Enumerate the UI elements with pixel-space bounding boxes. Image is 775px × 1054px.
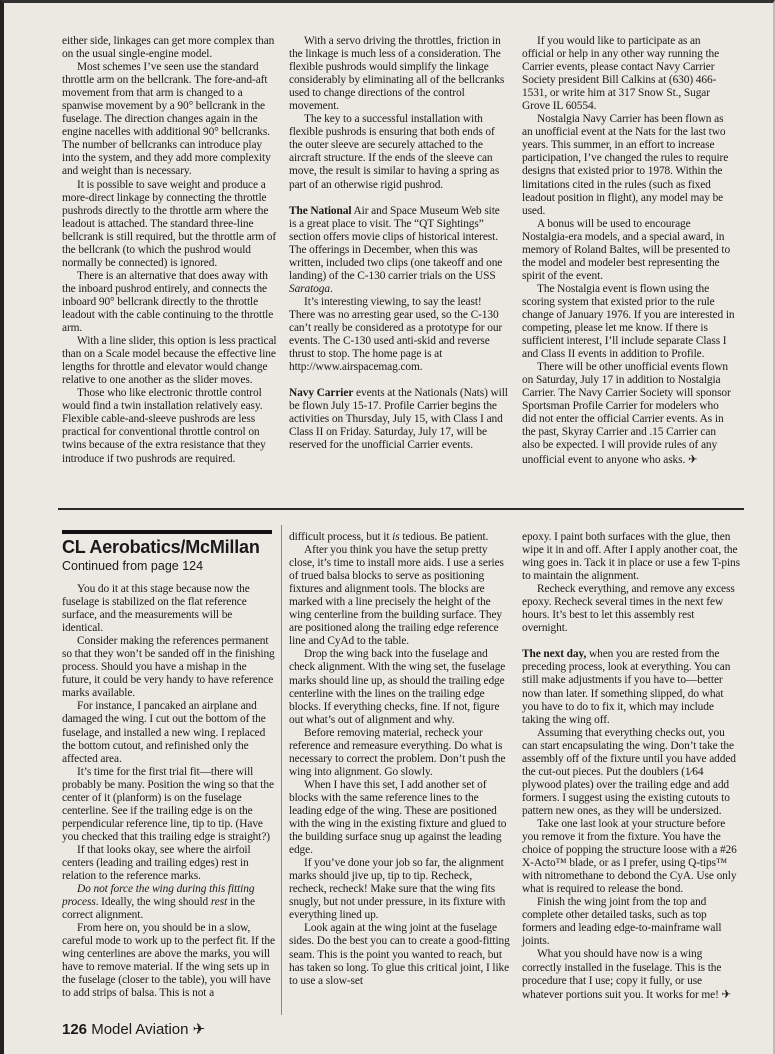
paragraph: Nostalgia Navy Carrier has been flown as an unofficial event at the Nats for the last two years. This summer, in an effort to increase participation, I’ve changed the rules to require designs that existed prior to 1978. Within the limitations cited in the rules (such as fixed leadout position in flight), any model may be used. [522, 113, 729, 217]
text-run: There will be other unofficial events flown on Saturday, July 17 in addition to Nostalgia Carrier. The Navy Carrier Society will sponsor Sportsman Profile Carrier for modelers who did not enter the official Carrier events. As in the past, Skyray Carrier and .15 Carrier can also be expected. I will provide rules of any unofficial event to anyone who asks. [522, 361, 731, 466]
text-run: tedious. Be patient. [399, 531, 489, 543]
top-column-1 [62, 35, 277, 466]
emphasis: Do not force the wing during this fitting process [62, 883, 255, 909]
emphasis: rest [210, 896, 228, 909]
magazine-name: Model Aviation [91, 1021, 189, 1038]
section-header [62, 530, 272, 573]
emphasis: is [392, 531, 400, 543]
paragraph: It’s interesting viewing, to say the least! There was no arresting gear used, so the C-130 can’t really be considered as a prototype for our events. The C-130 used anti-skid and reverse thrust to stop. The home page is at http://www.airspacemag.com. [289, 295, 503, 374]
paragraph: Consider making the references permanent so that they won’t be sanded off in the finishing process. Should you have a mishap in the future, it could be very handy to have reference marks available. [62, 635, 275, 700]
bottom-column-1 [62, 583, 276, 1001]
page-footer [62, 1020, 205, 1038]
paragraph [522, 361, 735, 466]
paragraph: For instance, I pancaked an airplane and damaged the wing. I cut out the bottom of the fuselage, and installed a new wing. I replaced the bottom cutout, and refinished only the affected area. [62, 700, 266, 765]
ship-name: Saratoga [289, 282, 330, 295]
paragraph: If that looks okay, see where the airfoil centers (leading and trailing edges) rest in relation to the reference marks. [62, 843, 251, 883]
paragraph: It is possible to save weight and produce a more-direct linkage by connecting the throttle pushrods directly to the throttle arm where the leadout is attached. The standard three-line bellcrank is still required, but the throttle arm of the bellcrank (to which the pushrod would normally be connected) is ignored. [62, 178, 277, 269]
top-column-2 [289, 35, 509, 452]
paragraph: The key to a successful installation with flexible pushrods is ensuring that both ends of the outer sleeve are securely attached to the aircraft structure. If the ends of the sleeve can move, the result is similar to having a spring as part of an otherwise rigid pushrod. [289, 113, 500, 191]
paragraph [62, 883, 276, 922]
paragraph [522, 648, 740, 726]
paragraph: epoxy. I paint both surfaces with the glue, then wipe it in and off. After I apply another coat, the wing goes in. Tack it in place or use a few T-pins to maintain the alignment. [522, 531, 740, 583]
paragraph: There is an alternative that does away with the inboard pushrod entirely, and connects the inboard 90° bellcrank directly to the throttle leadout with the cable continuing to the throttle arm. [62, 269, 274, 335]
airplane-icon: ✈ [192, 1020, 206, 1038]
paragraph [289, 387, 509, 452]
paragraph: It’s time for the first trial fit—there will probably be many. Position the wing so that the center of it (planform) is on the fuselage centerline. See if the trailing edge is on the perpendicular reference line, tip to tip. (Have you checked that this trailing edge is straight?) [62, 765, 274, 843]
paragraph: Most schemes I’ve seen use the standard throttle arm on the bellcrank. The fore-and-aft movement from that arm is changed to a spanwise movement by a 90° bellcrank in the fuselage. The direction changes again in the engine nacelles with additional 90° bellcranks. The number of bellcranks can introduce play into the system, and they add more complexity and weight than is necessary. [62, 61, 271, 178]
bottom-column-3 [522, 531, 740, 1002]
paragraph: You do it at this stage because now the fuselage is stabilized on the flat reference surface, and the measurements will be identical. [62, 583, 250, 635]
paragraph: A bonus will be used to encourage Nostalgia-era models, and a special award, in memory of Roland Baltes, will be presented to the model and modeler best representing the spirit of the event. [522, 217, 731, 282]
paragraph: Assuming that everything checks out, you can start encapsulating the wing. Don’t take the assembly off of the fixture until you have added the cut-out pieces. Put the doublers (1⁄64 plywood plates) over the trailing edge and add formers. I suggest using the existing cutouts to pattern new ones, as they will be undersized. [522, 726, 736, 817]
text-run: in the correct alignment. [62, 896, 255, 922]
top-column-3 [522, 35, 735, 467]
run-in-heading: The next day, [522, 648, 587, 661]
paragraph [289, 531, 511, 544]
text-run: when you are rested from the preceding process, look at everything. You can still make adjustments if you have to—better now than later. If something slipped, do what you have to do to fix it, which may include taking the wing off. [522, 648, 731, 726]
paragraph: If you would like to participate as an official or help in any other way running the Carrier events, please contact Navy Carrier Society president Bill Calkins at (630) 466-1531, or write him at 317 Snow St., Sugar Grove IL 60554. [522, 35, 720, 113]
paragraph: Drop the wing back into the fuselage and check alignment. With the wing set, the fuselage marks should line up, as should the trailing edge centerline with the lines on the trailing edge blocks. If everything checks, fine. If not, figure out what’s out of alignment and why. [289, 648, 506, 726]
paragraph: The Nostalgia event is flown using the scoring system that existed prior to the rule change of January 1976. If you are interested in competing, please let me know. If there is sufficient interest, I’ll include separate Class I and Class II events in addition to Profile. [522, 282, 735, 361]
text-run: Air and Space Museum Web site is a great place to visit. The “QT Sightings” section offers movie clips of historical interest. The offerings in December, when this was written, included two clips (one takeoff and one landing) of the C-130 carrier trials on the USS [289, 204, 503, 282]
paragraph: With a line slider, this option is less practical than on a Scale model because the effective line lengths for throttle and elevator would change relative to one another as the slider moves. [62, 335, 277, 387]
text-run: What you should have now is a wing correctly installed in the fuselage. This is the procedure that I use; copy it fully, or use whatever portions suit you. It works for me! [522, 948, 722, 1001]
paragraph: Those who like electronic throttle control would find a twin installation relatively easy. Flexible cable-and-sleeve pushrods are less practical for conventional throttle control on twins because of the extra resistance that they introduce if two pushrods are required. [62, 387, 266, 465]
paragraph: After you think you have the setup pretty close, it’s time to install more aids. I use a series of trued balsa blocks to serve as positioning fixtures and alignment tools. The blocks are marked with a line precisely the height of the wing centerline from the building surface. They are positioned along the trailing edge reference line and CyAd to the table. [289, 544, 504, 648]
section-title: CL Aerobatics/McMillan [62, 537, 260, 557]
text-run: difficult process, but it [289, 531, 393, 543]
paragraph: Look again at the wing joint at the fuselage sides. Do the best you can to create a good-fitting seam. This is the point you wanted to reach, but has taken so long. To glue this critical joint, I like to use a slow-set [289, 922, 510, 987]
airplane-icon: ✈ [721, 986, 731, 1001]
continued-note: Continued from page 124 [62, 559, 204, 573]
text-run: . [329, 282, 333, 295]
airplane-icon: ✈ [687, 451, 698, 466]
page-number: 126 [62, 1021, 88, 1038]
paragraph: Before removing material, recheck your reference and remeasure everything. Do what is necessary to correct the problem. Don’t push the wing into alignment. Go slowly. [289, 726, 506, 778]
paragraph: With a servo driving the throttles, friction in the linkage is much less of a consideration. The flexible pushrods would simplify the linkage considerably by eliminating all of the bellcranks used to change directions of the control movement. [289, 35, 505, 113]
paragraph: Finish the wing joint from the top and complete other detailed tasks, such as top formers and leading edge-to-mainframe wall joints. [522, 896, 722, 948]
paragraph: Recheck everything, and remove any excess epoxy. Recheck several times in the next few hours. It’s best to let this assembly rest overnight. [522, 583, 735, 635]
paragraph [522, 948, 740, 1001]
column-rule [281, 525, 282, 1015]
paragraph: From here on, you should be in a slow, careful mode to work up to the perfect fit. If the wing centerlines are above the marks, you will have to remove material. If the wing sets up in the fuselage (closer to the table), you will have to add strips of balsa. This is not a [62, 922, 275, 1000]
text-run: . Ideally, the wing should [95, 896, 211, 909]
bottom-column-2 [289, 531, 511, 988]
paragraph: Take one last look at your structure before you remove it from the fixture. You have the choice of popping the structure loose with a #26 X-Acto™ blade, or as I prefer, using Q-tips™ with nitromethane to debond the CyA. Use only what is required to release the bond. [522, 817, 737, 896]
paragraph: When I have this set, I add another set of blocks with the same reference lines to the leading edge of the wing. These are positioned with the wing in the existing fixture and glued to the building surface snug up against the leading edge. [289, 778, 507, 857]
run-in-heading: Navy Carrier [289, 387, 354, 400]
paragraph: either side, linkages can get more complex than on the usual single-engine model. [62, 35, 275, 61]
paragraph: If you’ve done your job so far, the alignment marks should jive up, tip to tip. Recheck, recheck, recheck! Make sure that the wing fits snugly, but not under pressure, in its fixture with everything lined up. [289, 857, 506, 922]
run-in-heading: The National [289, 204, 352, 217]
header-bar [62, 530, 272, 534]
text-run: events at the Nationals (Nats) will be flown July 15-17. Profile Carrier begins the activities on Thursday, July 15, with Class I and Class II on Friday. Saturday, July 17, will be reserved for the unofficial Carrier events. [289, 387, 508, 452]
paragraph [289, 205, 509, 296]
section-divider [58, 508, 744, 510]
